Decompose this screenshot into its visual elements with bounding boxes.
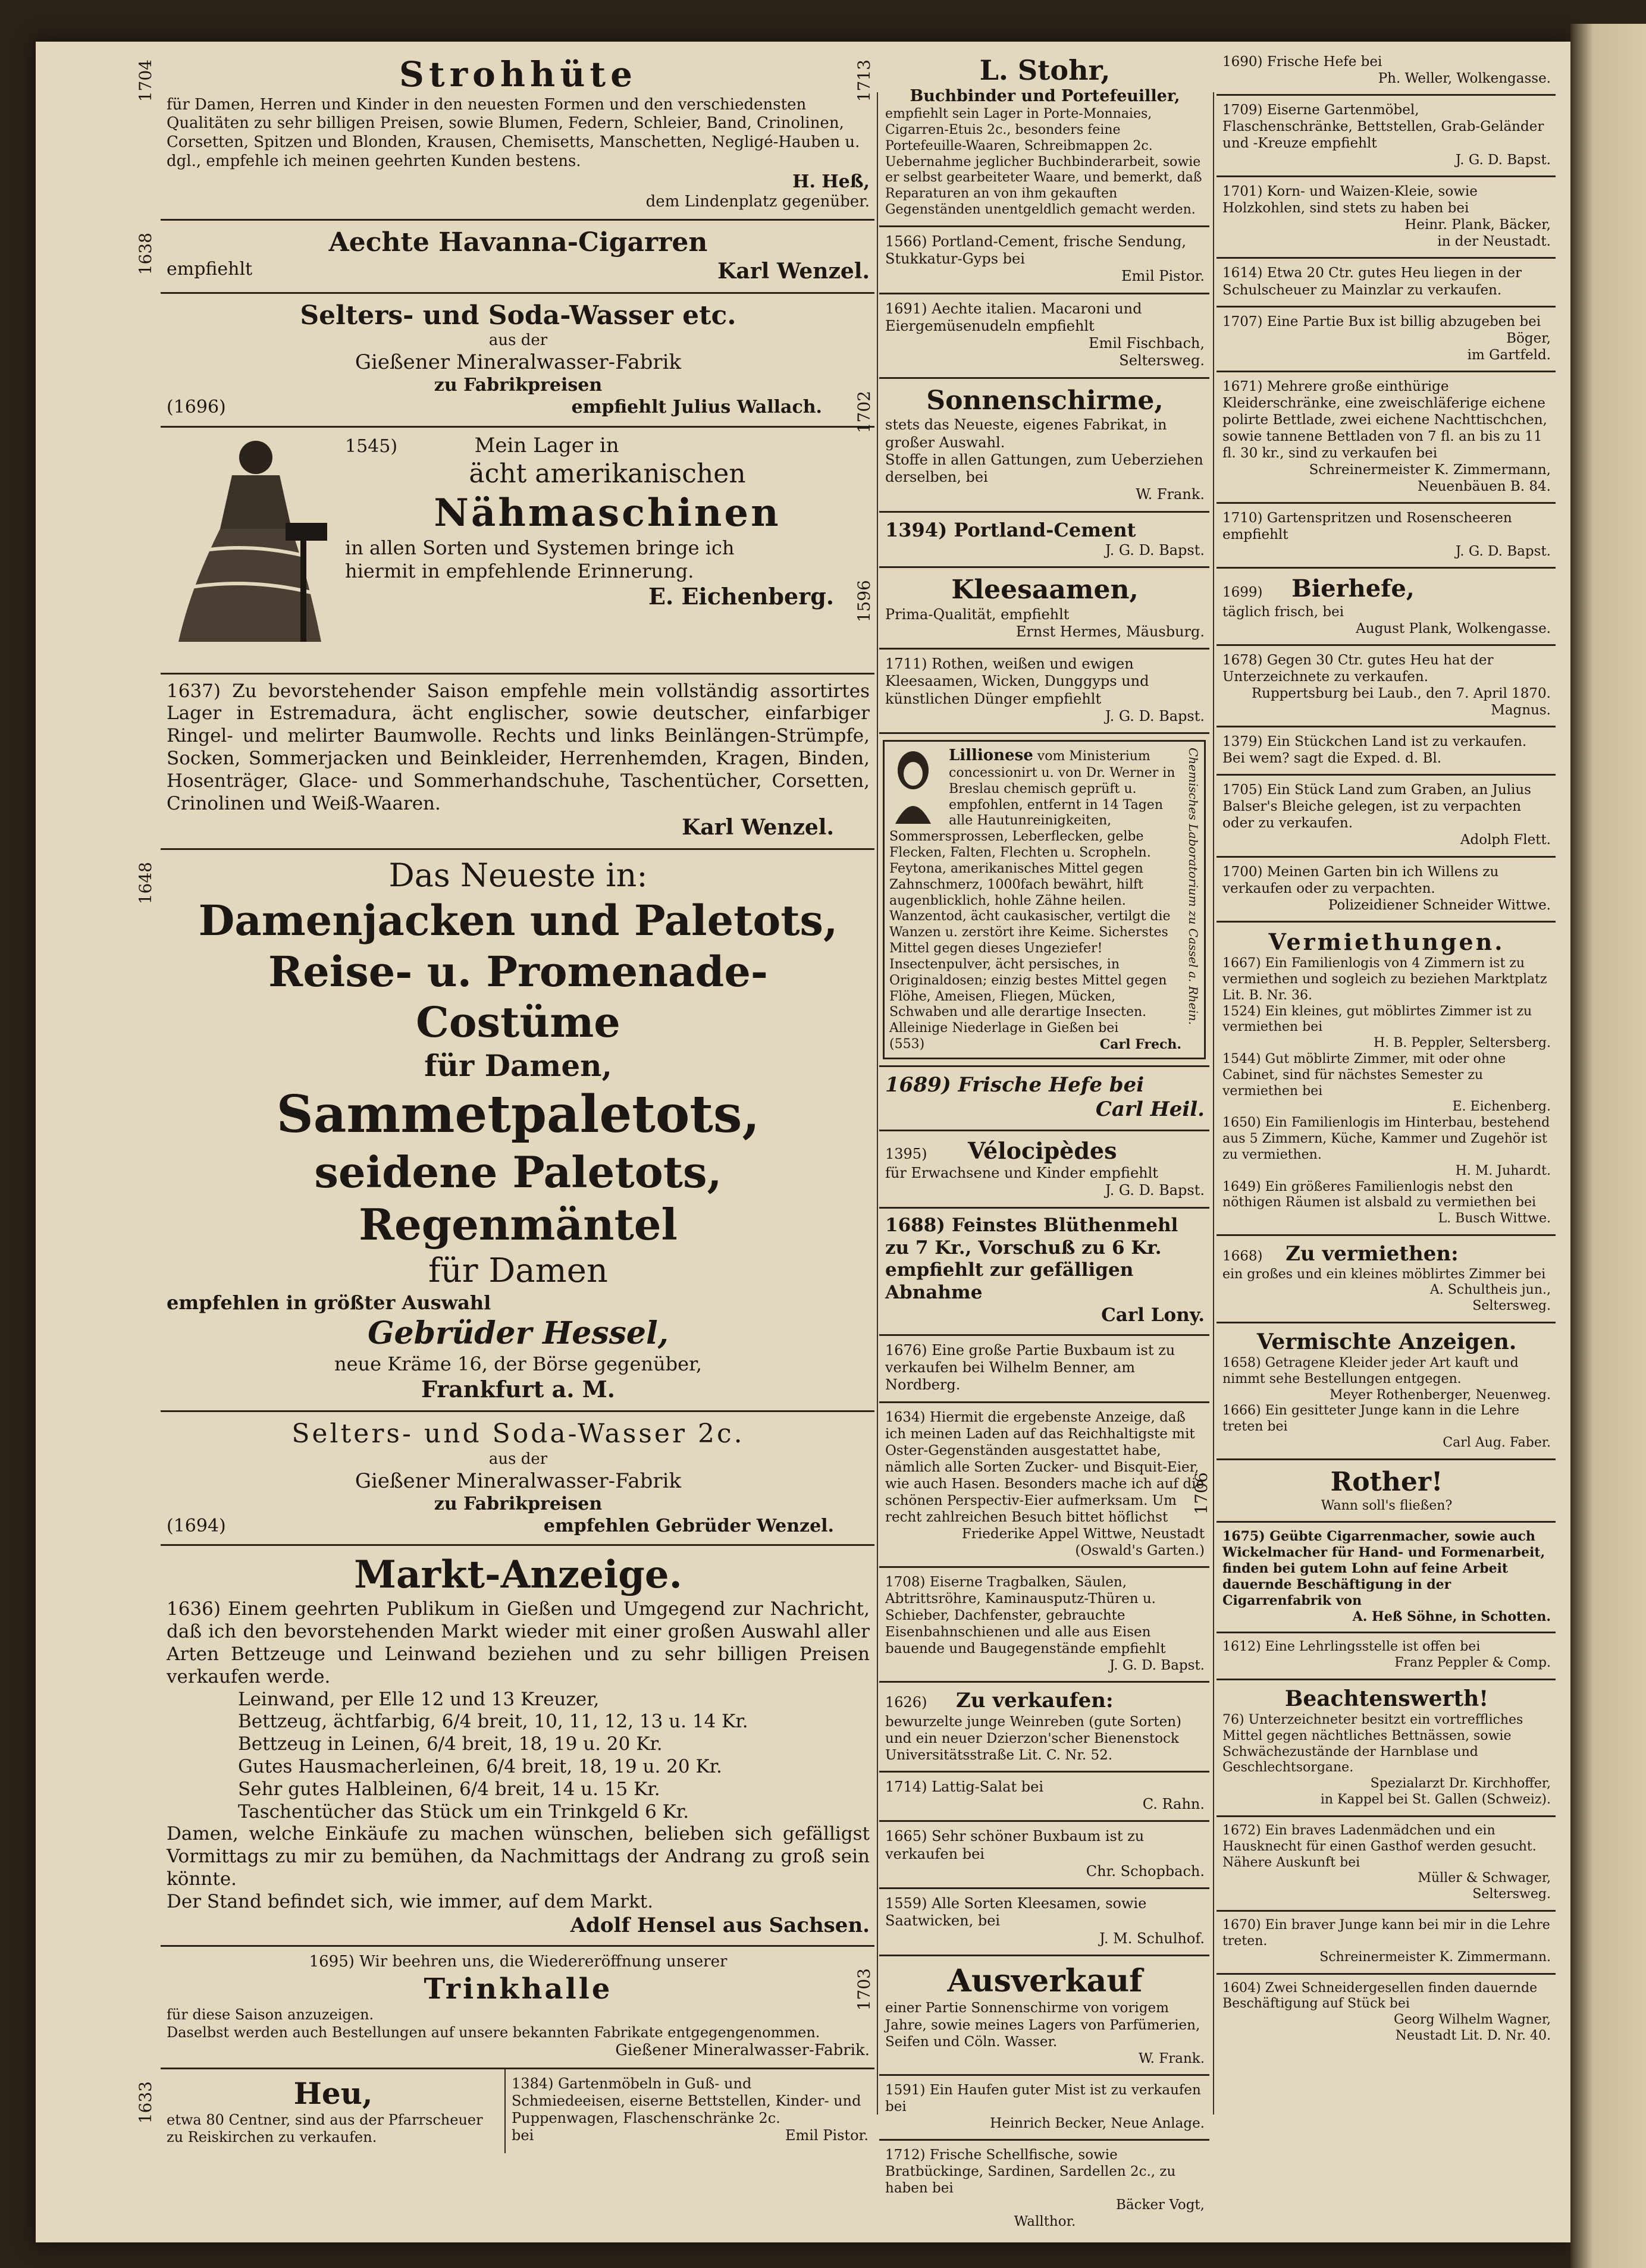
- ad-signature: Karl Wenzel.: [682, 815, 834, 840]
- ad-signature: Emil Fischbach,: [1089, 335, 1205, 352]
- ad-klee-1711: [879, 650, 1209, 734]
- ad-signature: Ph. Weller, Wolkengasse.: [1378, 71, 1551, 87]
- ad-body: Wann soll's fließen?: [1321, 1498, 1453, 1513]
- ad-garten-1700: [1217, 858, 1556, 923]
- price-line: Leinwand, per Elle 12 und 13 Kreuzer,: [238, 1688, 600, 1710]
- ad-tragbalken: [879, 1568, 1209, 1683]
- ad-title: Zu verkaufen:: [956, 1689, 1114, 1713]
- ad-strohhuete: [136, 48, 874, 221]
- ad-land-1705: [1217, 776, 1556, 857]
- ad-signature: Gießener Mineralwasser-Fabrik.: [615, 2041, 870, 2059]
- ad-text: Gießener Mineralwasser-Fabrik: [355, 350, 682, 374]
- ad-mist: [879, 2076, 1209, 2141]
- ad-text: empfiehlt: [167, 258, 253, 280]
- ad-body: 1636) Einem geehrten Publikum in Gießen und Umgegend zur Nachricht, daß ich den bevorstehenden Markt wieder mit einer großen Auswahl aller Arten Bettzeuge und Leinwand beziehen und zu sehr billigen Preisen verkaufen werde.: [167, 1598, 870, 1687]
- ad-address: Neustadt Lit. D. Nr. 40.: [1395, 2028, 1551, 2044]
- ad-title: Strohhüte: [399, 54, 638, 95]
- ad-title: 1689) Frische Hefe bei: [885, 1072, 1145, 1097]
- ad-body: bewurzelte junge Weinreben (gute Sorten) und ein neuer Dzierzon'scher Bienenstock Universitätsstraße Lit. C. Nr. 52.: [885, 1714, 1182, 1763]
- price-line: Taschentücher das Stück um ein Trinkgeld 6 Kr.: [238, 1800, 689, 1822]
- ad-body: 1714) Lattig-Salat bei: [885, 1778, 1044, 1795]
- ad-text: zu Fabrikpreisen: [434, 375, 603, 396]
- ad-number: 1699): [1222, 585, 1263, 601]
- ad-kleesaamen: [854, 568, 1209, 650]
- ad-body: 1705) Ein Stück Land zum Graben, an Julius Balser's Bleiche gelegen, ist zu verpachten oder zu verkaufen.: [1222, 782, 1531, 832]
- ad-heu: [136, 2069, 506, 2154]
- ad-body: 1678) Gegen 30 Ctr. gutes Heu hat der Unterzeichnete zu verkaufen.: [1222, 653, 1494, 685]
- ad-title: Lillionese: [949, 746, 1033, 765]
- ad-title: Beachtenswerth!: [1284, 1686, 1489, 1712]
- ad-spine-text: Chemisches Laboratorium zu Cassel a. Rhein.: [1186, 748, 1200, 1025]
- ad-address: Seltersweg.: [1472, 1887, 1551, 1902]
- ad-havanna: [136, 221, 874, 294]
- ad-body: 76) Unterzeichneter besitzt ein vortreffliches Mittel gegen nächtliches Bettnässen, sowie Schwächezustände der Harnblase und Geschlechtsorgane.: [1222, 1712, 1523, 1775]
- ad-body: ein großes und ein kleines möblirtes Zimmer bei: [1222, 1266, 1546, 1282]
- ad-signature: Meyer Rothenberger, Neuenweg.: [1330, 1387, 1551, 1403]
- ad-number: (1694): [167, 1515, 226, 1536]
- ad-address: dem Lindenplatz gegenüber.: [645, 193, 870, 211]
- ad-title: L. Stohr,: [979, 54, 1111, 86]
- ad-heu-1614: [1217, 259, 1556, 307]
- ad-signature: Magnus.: [1491, 702, 1551, 719]
- ad-signature: Friederike Appel Wittwe, Neustadt: [961, 1526, 1205, 1542]
- ad-body: Feytona, amerikanisches Mittel gegen Zahnschmerz, 1000fach bewährt, hilft augenblicklich, hohle Zähne heilen.: [889, 861, 1144, 908]
- ad-signature: H. M. Juhardt.: [1455, 1163, 1551, 1178]
- ad-signature: Carl Frech.: [1099, 1037, 1181, 1053]
- ad-signature: W. Frank.: [1139, 2050, 1205, 2066]
- ad-ostergegenstaende: [879, 1403, 1209, 1568]
- ad-stohr: [854, 48, 1209, 227]
- ad-lehrjunge-1670: [1217, 1912, 1556, 1974]
- ad-body: 1634) Hiermit die ergebenste Anzeige, daß ich meinen Laden auf das Reichhaltigste mit Oster-Gegenständen ausgestattet habe, nämlich alle Sorten Zucker- und Bisquit-Eier, wie auch Hasen. Besonders mache ich auf die schönen Perspectiv-Eier aufmerksam. Um recht zahlreichen Besuch bittet höflichst: [885, 1409, 1205, 1525]
- ad-body: 1708) Eiserne Tragbalken, Säulen, Abtrittsröhre, Kaminausputz-Thüren u. Schieber, Dachfenster, gebrauchte Eisenbahnschienen und alle aus Eisen bauende und Baugegenstände empfiehlt: [885, 1574, 1166, 1657]
- ad-number: 1633: [136, 2081, 155, 2123]
- list-item: 1666) Ein gesitteter Junge kann in die Lehre treten bei: [1222, 1403, 1520, 1435]
- ad-heu-1678: [1217, 646, 1556, 727]
- price-line: Gutes Hausmacherleinen, 6/4 breit, 18, 19 u. 20 Kr.: [238, 1755, 722, 1777]
- ad-body: 1712) Frische Schellfische, sowie Bratbückinge, Sardinen, Sardellen 2c., zu haben bei: [885, 2147, 1176, 2196]
- ad-body: einer Partie Sonnenschirme von vorigem Jahre, sowie meines Lagers von Parfümerien, Seifen und Cöln. Wasser.: [885, 2000, 1200, 2050]
- ad-number: 1713: [854, 59, 874, 102]
- seamstress-illustration: [167, 434, 333, 648]
- ad-buxbaum-1665: [879, 1822, 1209, 1889]
- ad-signature: empfiehlt Julius Wallach.: [571, 396, 822, 418]
- ad-body: 1559) Alle Sorten Kleesamen, sowie Saatwicken, bei: [885, 1895, 1147, 1930]
- column-rule: [877, 92, 878, 2115]
- ad-number: (1696): [167, 396, 226, 418]
- ad-text: aus der: [488, 1450, 548, 1468]
- ad-address: Frankfurt a. M.: [421, 1375, 616, 1403]
- ad-macaroni: [879, 294, 1209, 379]
- ad-text: ächt amerikanischen: [469, 459, 746, 490]
- ad-title: seidene Paletots, Regenmäntel: [314, 1147, 722, 1250]
- ad-body: 1710) Gartenspritzen und Rosenscheeren empfiehlt: [1222, 510, 1512, 543]
- ad-body: für Damen, Herren und Kinder in den neuesten Formen und den verschiedensten Qualitäten zu sehr billigen Preisen, sowie Blumen, Federn, Schleier, Band, Crinolinen, Corsetten, Spitzen und Blonden, Krausen, Chemisetts, Manschetten, Negligé-Hauben u. dgl., empfehle ich meinen geehrten Kunden bestens.: [167, 95, 860, 170]
- column-2: [854, 48, 1209, 2237]
- section-title: Vermischte Anzeigen.: [1256, 1329, 1517, 1355]
- ad-number: 1648: [136, 862, 155, 905]
- ad-address: neue Kräme 16, der Börse gegenüber,: [334, 1352, 702, 1375]
- ad-body: Damen, welche Einkäufe zu machen wünschen, belieben sich gefälligst Vormittags zu mir zu bemühen, da Nachmittags der Andrang zu groß sein könnte.: [167, 1823, 870, 1890]
- ad-body: täglich frisch, bei: [1222, 604, 1344, 620]
- ad-title: Zu vermiethen:: [1286, 1242, 1459, 1266]
- ad-body: Wanzentod, ächt caukasischer, vertilgt die Wanzen u. zerstört ihre Keime. Sicherstes Mittel gegen dieses Ungeziefer!: [889, 909, 1171, 956]
- list-item: 1658) Getragene Kleider jeder Art kauft und nimmt sehe Bestellungen entgegen.: [1222, 1355, 1519, 1386]
- ad-title: Aechte Havanna-Cigarren: [328, 227, 708, 258]
- ad-signature: A. Heß Söhne, in Schotten.: [1352, 1608, 1551, 1624]
- ad-bluethenmehl: [879, 1209, 1209, 1336]
- ad-lillionese: [883, 740, 1206, 1059]
- ad-buxbaum-1676: [879, 1336, 1209, 1403]
- list-item: 1524) Ein kleines, gut möblirtes Zimmer ist zu vermiethen bei: [1222, 1003, 1532, 1035]
- ad-signature: Heinr. Plank, Bäcker,: [1404, 217, 1551, 233]
- ad-schneidergesellen: [1217, 1975, 1556, 2051]
- ad-signature: H. Heß,: [792, 171, 870, 192]
- ad-text: Mein Lager in: [474, 433, 619, 457]
- ad-kleesamen-1559: [879, 1889, 1209, 1956]
- ad-signature: E. Eichenberg.: [1452, 1099, 1551, 1115]
- ad-gartenmoebel-1709: [1217, 96, 1556, 177]
- ad-body: 1384) Gartenmöbeln in Guß- und Schmiedeeisen, eiserne Bettstellen, Kinder- und Puppenwagen, Flaschenschränke 2c.: [512, 2075, 861, 2127]
- ad-text: aus der: [488, 331, 548, 350]
- section-title: Vermiethungen.: [1268, 928, 1505, 955]
- ad-body: 1614) Etwa 20 Ctr. gutes Heu liegen in der Schulscheuer zu Mainzlar zu verkaufen.: [1222, 265, 1522, 298]
- ad-title: Selters- und Soda-Wasser 2c.: [291, 1419, 745, 1450]
- ad-portland-1394: [879, 513, 1209, 568]
- ad-number: 1626): [885, 1694, 927, 1711]
- ad-land-1379: [1217, 727, 1556, 776]
- ad-number: 1395): [885, 1145, 927, 1162]
- ad-signature: Adolf Hensel aus Sachsen.: [570, 1913, 870, 1937]
- ad-signature: empfehlen Gebrüder Wenzel.: [543, 1515, 834, 1536]
- ad-title: Rother!: [1330, 1466, 1443, 1497]
- ad-body: 1379) Ein Stückchen Land ist zu verkaufen. Bei wem? sagt die Exped. d. Bl.: [1222, 734, 1527, 767]
- ad-title: Sammetpaletots,: [276, 1084, 760, 1145]
- list-item: 1544) Gut möblirte Zimmer, mit oder ohne Cabinet, sind für nächstes Semester zu vermiethen bei: [1222, 1052, 1506, 1099]
- ad-body: für diese Saison anzuzeigen. Daselbst werden auch Bestellungen auf unsere bekannten Fabrikate entgegengenommen.: [167, 2006, 820, 2041]
- list-item: 1649) Ein größeres Familienlogis nebst den nöthigen Räumen ist alsbald zu vermiethen bei: [1222, 1179, 1537, 1210]
- ad-number: 1702: [854, 390, 874, 433]
- ad-body: Prima-Qualität, empfiehlt: [885, 606, 1070, 623]
- ad-lehrling-1612: [1217, 1633, 1556, 1680]
- list-item: 1667) Ein Familienlogis von 4 Zimmern ist zu vermiethen und sogleich zu beziehen Marktplatz Lit. B. Nr. 36.: [1222, 956, 1547, 1003]
- ad-address: im Gartfeld.: [1467, 347, 1551, 363]
- ad-signature: Bäcker Vogt,: [1116, 2197, 1205, 2213]
- ad-signature: Carl Aug. Faber.: [1443, 1435, 1551, 1451]
- ad-schellfische: [879, 2141, 1209, 2237]
- ad-body: für Erwachsene und Kinder empfiehlt: [885, 1165, 1158, 1182]
- ad-estremadura: [161, 675, 874, 851]
- portrait-illustration: [889, 746, 937, 824]
- next-page-edge: [1570, 24, 1646, 2268]
- ad-title: Nähmaschinen: [434, 490, 781, 535]
- ad-address: Neuenbäuen B. 84.: [1417, 478, 1551, 494]
- ad-title: Markt-Anzeige.: [354, 1552, 682, 1598]
- ad-body: Insectenpulver, ächt persisches, in Originaldosen; einzig bestes Mittel gegen Flöhe, Ameisen, Fliegen, Mücken, Schwaben und alle derartige Insecten.: [889, 956, 1167, 1020]
- ad-signature: Schreinermeister K. Zimmermann,: [1309, 462, 1551, 478]
- ad-number: 1703: [854, 1968, 874, 2011]
- ad-subtitle: Buchbinder und Portefeuiller,: [910, 87, 1180, 106]
- ad-signature: J. G. D. Bapst.: [1109, 1658, 1205, 1674]
- ad-signature: W. Frank.: [1136, 486, 1205, 503]
- ad-signature: H. B. Peppler, Seltersberg.: [1374, 1036, 1551, 1051]
- ad-gartenspritzen: [1217, 504, 1556, 569]
- ad-bux-1707: [1217, 308, 1556, 372]
- ad-hefe-1690: [1217, 48, 1556, 96]
- column-1: [136, 48, 874, 2153]
- ad-number: 1638: [136, 232, 155, 275]
- ad-address: in der Neustadt.: [1437, 234, 1551, 250]
- ad-body: 1591) Ein Haufen guter Mist ist zu verkaufen bei: [885, 2082, 1201, 2115]
- ad-body: 1394) Portland-Cement: [885, 518, 1136, 541]
- ad-body: 1671) Mehrere große einthürige Kleiderschränke, eine zweischläferige eichene polirte Bettlade, zwei eichene Nachttischchen, sowie tannene Bettladen von 7 fl. an bis zu 11 fl. 30 kr., sind zu verkaufen bei: [1222, 378, 1547, 461]
- ad-title: Sonnenschirme,: [926, 385, 1164, 416]
- ad-body: 1672) Ein braves Ladenmädchen und ein Hausknecht für einen Gasthof werden gesucht. Nähere Auskunft bei: [1222, 1822, 1537, 1870]
- ad-zuverkaufen-1626: [879, 1683, 1209, 1773]
- ad-velocipedes: [879, 1131, 1209, 1209]
- ad-body: Der Stand befindet sich, wie immer, auf dem Markt.: [167, 1890, 654, 1912]
- ad-address: Seltersweg.: [1472, 1298, 1551, 1314]
- ad-title: Bierhefe,: [1291, 575, 1415, 603]
- ad-body: etwa 80 Centner, sind aus der Pfarrscheuer zu Reiskirchen zu verkaufen.: [167, 2111, 483, 2145]
- ad-body: 1711) Rothen, weißen und ewigen Kleesaamen, Wicken, Dunggyps und künstlichen Dünger empfiehlt: [885, 655, 1149, 707]
- ad-signature: J. M. Schulhof.: [1099, 1930, 1205, 1947]
- ad-body: 1612) Eine Lehrlingsstelle ist offen bei: [1222, 1639, 1481, 1655]
- ad-beachtenswerth: [1217, 1680, 1556, 1817]
- ad-body: vom Ministerium concessionirt u. von Dr. Werner in Breslau chemisch geprüft u. empfohlen, entfernt in 14 Tagen alle Hautunreinigkeiten, Sommersprossen, Leberflecken, gelbe Flecken, Falten, Flechten u. Scropheln.: [889, 749, 1175, 861]
- ad-body: 1665) Sehr schöner Buxbaum ist zu verkaufen bei: [885, 1828, 1145, 1862]
- ad-number: 1545): [345, 435, 398, 457]
- ad-bierhefe: [1217, 569, 1556, 646]
- ad-address: (Oswald's Garten.): [1075, 1542, 1205, 1558]
- price-line: Sehr gutes Halbleinen, 6/4 breit, 14 u. 15 Kr.: [238, 1778, 660, 1800]
- ad-signature: Ernst Hermes, Mäusburg.: [1015, 623, 1205, 640]
- ad-signature: L. Busch Wittwe.: [1438, 1211, 1551, 1226]
- ad-signature: Spezialarzt Dr. Kirchhoffer,: [1370, 1776, 1551, 1792]
- ad-text: zu Fabrikpreisen: [434, 1493, 603, 1514]
- ad-signature: Franz Peppler & Comp.: [1394, 1655, 1551, 1671]
- ad-ladenmaedchen: [1217, 1817, 1556, 1912]
- ad-body: 1637) Zu bevorstehender Saison empfehle mein vollständig assortirtes Lager in Estremadura, ächt englischer, sowie deutscher, einfarbiger Ringel- und melirter Baumwolle. Rechts und links Beinlängen-Strümpfe, Socken, Sommerjacken und Beinkleider, Herrenhemden, Kragen, Binden, Hosenträger, Glace- und Sommerhandschuhe, Taschentücher, Corsetten, Crinolinen und Weiß-Waaren.: [167, 680, 870, 814]
- section-vermiethungen: [1217, 923, 1556, 1236]
- ad-title: Reise- u. Promenade-Costüme: [268, 946, 768, 1047]
- price-line: Bettzeug, ächtfarbig, 6/4 breit, 10, 11, 12, 13 u. 14 Kr.: [238, 1711, 748, 1733]
- ad-body: 1690) Frische Hefe bei: [1222, 54, 1382, 70]
- ad-lattig: [879, 1773, 1209, 1822]
- ad-number: 1668): [1222, 1249, 1263, 1265]
- ad-title: Trinkhalle: [424, 1972, 613, 2006]
- ad-signature: Emil Pistor.: [785, 2127, 869, 2144]
- ad-sonnenschirme: [854, 379, 1209, 513]
- ad-signature: J. G. D. Bapst.: [1105, 708, 1205, 724]
- ad-trinkhalle: [161, 1947, 874, 2069]
- list-item: 1650) Ein Familienlogis im Hinterbau, bestehend aus 5 Zimmern, Küche, Kammer und Zugehör ist zu vermiethen.: [1222, 1115, 1550, 1162]
- ad-text: in allen Sorten und Systemen bringe ich: [345, 536, 735, 559]
- column-rule: [1213, 92, 1214, 2115]
- ad-row-bottom: [136, 2069, 874, 2154]
- ad-body: 1691) Aechte italien. Macaroni und Eiergemüsenudeln empfiehlt: [885, 300, 1142, 334]
- ad-number: (553): [889, 1037, 925, 1052]
- ad-signature: C. Rahn.: [1142, 1796, 1205, 1813]
- ad-kleiderschraenke: [1217, 372, 1556, 504]
- ad-address: Seltersweg.: [1119, 352, 1205, 369]
- ad-signature: J. G. D. Bapst.: [1455, 152, 1551, 168]
- ad-signature: Karl Wenzel.: [717, 258, 870, 284]
- ad-signature: J. G. D. Bapst.: [1105, 1182, 1205, 1199]
- ad-text: Gießener Mineralwasser-Fabrik: [355, 1469, 682, 1493]
- ad-signature: Georg Wilhelm Wagner,: [1394, 2012, 1551, 2028]
- ad-kleie: [1217, 177, 1556, 259]
- section-vermischte-anzeigen: [1217, 1323, 1556, 1460]
- ad-text: 1695) Wir beehren uns, die Wiedereröffnung unserer: [309, 1953, 728, 1971]
- ad-signature: August Plank, Wolkengasse.: [1356, 621, 1551, 637]
- ad-body: 1675) Geübte Cigarrenmacher, sowie auch Wickelmacher für Hand- und Formenarbeit, finden bei gutem Lohn auf feine Arbeit dauernde Beschäftigung in der Cigarrenfabrik von: [1222, 1529, 1545, 1608]
- ad-signature: Carl Heil.: [1095, 1097, 1205, 1122]
- ad-selters-wenzel: [161, 1412, 874, 1546]
- price-line: Bettzeug in Leinen, 6/4 breit, 18, 19 u. 20 Kr.: [238, 1733, 663, 1755]
- ad-signature: Adolph Flett.: [1460, 832, 1551, 848]
- ad-signature: Böger,: [1506, 330, 1551, 346]
- ad-body: Stoffe in allen Gattungen, zum Ueberziehen derselben, bei: [885, 451, 1203, 486]
- ad-hessel: [136, 850, 874, 1412]
- ad-title: Selters- und Soda-Wasser etc.: [300, 300, 736, 331]
- ad-title: Ausverkauf: [947, 1963, 1143, 2000]
- ad-cigarrenmacher: [1217, 1523, 1556, 1633]
- ad-body: Alleinige Niederlage in Gießen bei: [889, 1021, 1119, 1036]
- ad-number: 1706: [1192, 1472, 1211, 1515]
- ad-body: 1676) Eine große Partie Buxbaum ist zu verkaufen bei Wilhelm Benner, am Nordberg.: [885, 1341, 1175, 1394]
- ad-body: 1604) Zwei Schneidergesellen finden dauernde Beschäftigung auf Stück bei: [1222, 1980, 1538, 2012]
- ad-text: Das Neueste in:: [388, 857, 648, 895]
- ad-signature: Gebrüder Hessel,: [368, 1315, 669, 1352]
- ad-portland-1566: [879, 227, 1209, 294]
- ad-text: bei: [512, 2127, 534, 2144]
- ad-signature: A. Schultheis jun.,: [1429, 1282, 1551, 1298]
- ad-address: Wallthor.: [1014, 2213, 1076, 2229]
- ad-ausverkauf: [854, 1956, 1209, 2076]
- ad-title: Heu,: [293, 2075, 373, 2111]
- ad-signature: Emil Pistor.: [1121, 268, 1205, 285]
- ad-markt: [161, 1546, 874, 1947]
- ad-signature: Chr. Schopbach.: [1086, 1862, 1205, 1880]
- ad-body: 1700) Meinen Garten bin ich Willens zu verkaufen oder zu verpachten.: [1222, 864, 1499, 896]
- ad-title: Vélocipèdes: [968, 1137, 1117, 1164]
- ad-hefe-1689: [879, 1065, 1209, 1131]
- ad-address: Ruppertsburg bei Laub., den 7. April 1870.: [1251, 686, 1551, 702]
- ad-text: für Damen,: [424, 1048, 612, 1084]
- ad-body: 1701) Korn- und Waizen-Kleie, sowie Holzkohlen, sind stets zu haben bei: [1222, 184, 1478, 217]
- ad-rother: [1192, 1460, 1556, 1523]
- ad-body: 1707) Eine Partie Bux ist billig abzugeben bei: [1222, 313, 1541, 330]
- ad-number: 1596: [854, 580, 874, 623]
- ad-title: Damenjacken und Paletots,: [198, 896, 838, 946]
- ad-body: 1566) Portland-Cement, frische Sendung, Stukkatur-Gyps bei: [885, 233, 1187, 268]
- ad-body: 1709) Eiserne Gartenmöbel, Flaschenschränke, Bettstellen, Grab-Geländer und -Kreuze empfiehlt: [1222, 102, 1544, 152]
- ad-text: empfehlen in größter Auswahl: [167, 1291, 491, 1315]
- ad-zuvermiethen: [1217, 1236, 1556, 1323]
- ad-signature: J. G. D. Bapst.: [1105, 541, 1205, 559]
- ad-signature: E. Eichenberg.: [648, 582, 834, 610]
- ad-number: 1704: [136, 59, 155, 102]
- ad-body: 1688) Feinstes Blüthenmehl zu 7 Kr., Vorschuß zu 6 Kr. empfiehlt zur gefälligen Abnahme: [885, 1214, 1178, 1304]
- ad-gartenmoebel: [506, 2069, 873, 2154]
- ad-body: 1670) Ein braver Junge kann bei mir in die Lehre treten.: [1222, 1918, 1550, 1949]
- ad-signature: Polizeidiener Schneider Wittwe.: [1328, 897, 1551, 913]
- ad-body: stets das Neueste, eigenes Fabrikat, in großer Auswahl.: [885, 416, 1167, 451]
- ad-signature: Carl Lony.: [1101, 1304, 1205, 1326]
- ad-title: Kleesaamen,: [951, 575, 1139, 605]
- ad-signature: J. G. D. Bapst.: [1455, 544, 1551, 560]
- ad-body: empfiehlt sein Lager in Porte-Monnaies, Cigarren-Etuis 2c., besonders feine Portefeuille-Waaren, Schreibmappen 2c. Uebernahme jeglicher Buchbinderarbeit, sowie er selbst gearbeiteter Waare, und bemerkt, daß Reparaturen an von ihm gekauften Gegenständen unentgeldlich gemacht werden.: [885, 106, 1202, 218]
- ad-signature: Schreinermeister K. Zimmermann.: [1319, 1949, 1551, 1965]
- ad-text: für Damen: [428, 1251, 608, 1290]
- ad-signature: Müller & Schwager,: [1418, 1871, 1551, 1886]
- ad-address: in Kappel bei St. Gallen (Schweiz).: [1320, 1792, 1551, 1808]
- ad-selters-wallach: [161, 294, 874, 428]
- ad-text: hiermit in empfehlende Erinnerung.: [345, 559, 694, 582]
- ad-naehmaschinen: [161, 428, 874, 675]
- ad-signature: Heinrich Becker, Neue Anlage.: [990, 2115, 1205, 2131]
